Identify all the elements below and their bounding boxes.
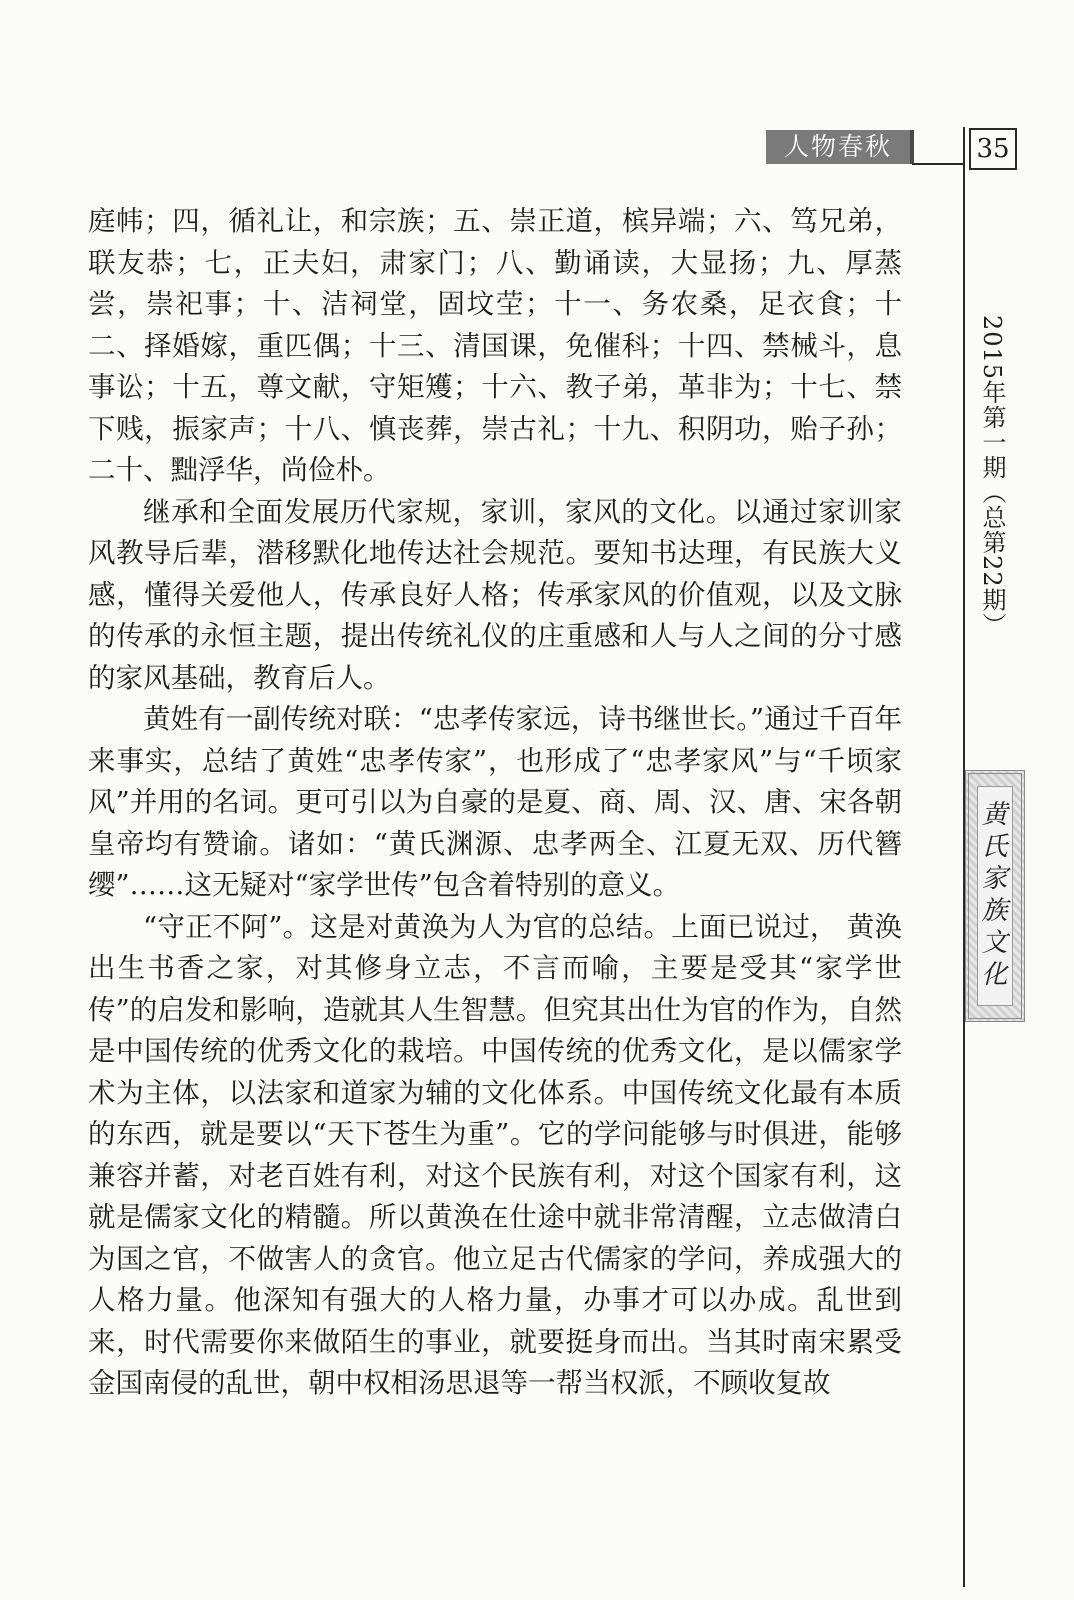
issue-info: 2015年第一期（总第22期）: [978, 315, 1006, 638]
paragraph: 黄姓有一副传统对联：“忠孝传家远，诗书继世长。”通过千百年来事实，总结了黄姓“忠孝传家”，也形成了“忠孝家风”与“千顷家风”并用的名词。更可引以为自豪的是夏、商、周、汉、唐、宋各朝皇帝均有赞谕。诸如：“黄氏渊源、忠孝两全、江夏无双、历代簪缨”……这无疑对“家学世传”包含着特别的意义。: [88, 703, 902, 901]
page-number: 35: [969, 128, 1017, 170]
paragraph-continued: 庭帏；四，循礼让，和宗族；五、崇正道，槟异端；六、笃兄弟，联友恭；七，正夫妇，肃家门；八、勤诵读，大显扬；九、厚蒸尝，崇祀事；十、洁祠堂，固坟茔；十一、务农桑，足衣食；十二、择婚嫁，重匹偶；十三、清国课，免催科；十四、禁械斗，息事讼；十五，尊文献，守矩矱；十六、教子弟，革非为；十七、禁下贱，振家声；十八、慎丧葬，崇古礼；十九、积阴功，贻子孙；二十、黜浮华，尚俭朴。: [88, 205, 902, 486]
journal-seal: [965, 770, 1025, 1022]
paragraph: 继承和全面发展历代家规，家训，家风的文化。以通过家训家风教导后辈，潜移默化地传达社会规范。要知书达理，有民族大义感，懂得关爱他人，传承良好人格；传承家风的价值观，以及文脉的传承的永恒主题，提出传统礼仪的庄重感和人与人之间的分寸感的家风基础，教育后人。: [88, 495, 902, 694]
section-title: 人物春秋: [766, 130, 914, 164]
article-body: [88, 201, 902, 1405]
paragraph: “守正不阿”。这是对黄涣为人为官的总结。上面已说过， 黄涣出生书香之家，对其修身立志，不言而喻，主要是受其“家学世传”的启发和影响，造就其人生智慧。但究其出仕为官的作为，自然是中国传统的优秀文化的栽培。中国传统的优秀文化，是以儒家学术为主体，以法家和道家为辅的文化体系。中国传统文化最有本质的东西，就是要以“天下苍生为重”。它的学问能够与时俱进，能够兼容并蓄，对老百姓有利，对这个民族有利，对这个国家有利，这就是儒家文化的精髓。所以黄涣在仕途中就非常清醒，立志做清白为国之官，不做害人的贪官。他立足古代儒家的学问，养成强大的人格力量。他深知有强大的人格力量，办事才可以办成。乱世到来，时代需要你来做陌生的事业，就要挺身而出。当其时南宋累受金国南侵的乱世，朝中权相汤思退等一帮当权派，不顾收复故: [88, 910, 902, 1399]
journal-name: 黄氏家族文化: [977, 786, 1013, 1006]
header-rule: [912, 163, 964, 165]
